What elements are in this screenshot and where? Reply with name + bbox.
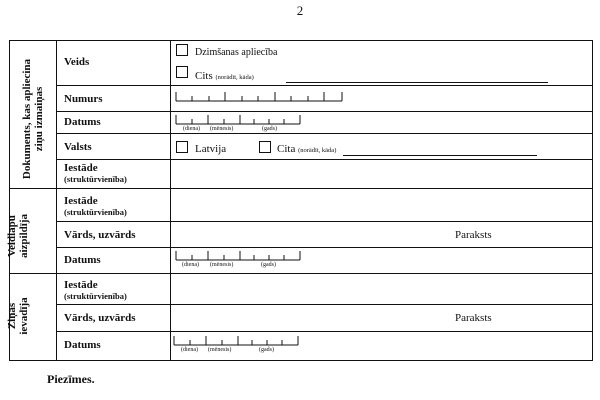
row-divider [56, 221, 593, 222]
filler-date-caption-day: (diena) [182, 262, 199, 268]
row-divider [56, 111, 593, 112]
filler-section-title-line1: Veidlapu [6, 215, 18, 257]
filler-datums-label: Datums [64, 254, 101, 266]
date-caption-day: (diena) [183, 126, 200, 132]
entry-name-label: Vārds, uzvārds [64, 312, 136, 324]
iestade-label [64, 163, 127, 185]
filler-iestade-label-text: Iestāde [64, 195, 98, 207]
notes-label: Piezīmes. [47, 372, 95, 386]
birth-certificate-checkbox[interactable] [176, 44, 188, 56]
section-divider [10, 188, 593, 189]
entry-section-title-line1: Ziņas [6, 302, 18, 330]
filler-date-caption-month: (mēnesis) [210, 262, 234, 268]
document-section-title-line2: ziņu izmaiņas [33, 86, 45, 152]
entry-section-title-line2: ievadīja [18, 297, 30, 335]
date-caption-month: (mēnesis) [210, 126, 234, 132]
other-country-option-label: Cita [277, 143, 296, 155]
iestade-label-text: Iestāde [64, 162, 98, 174]
document-section-title-line1: Dokuments, kas apliecina [21, 58, 33, 180]
entry-date-boxes[interactable] [172, 335, 302, 347]
latvia-checkbox[interactable] [176, 141, 188, 153]
row-divider [56, 247, 593, 248]
page-number: 2 [296, 3, 304, 18]
other-country-option [277, 143, 336, 157]
iestade-sublabel: (struktūrvienība) [64, 174, 127, 184]
row-divider [56, 159, 593, 160]
filler-iestade-label [64, 196, 127, 218]
birth-certificate-option-label: Dzimšanas apliecība [195, 47, 278, 58]
other-document-hint: (norādīt, kāda) [215, 74, 254, 81]
document-section-title [21, 34, 49, 204]
entry-signature-label: Paraksts [455, 312, 492, 324]
entry-iestade-sublabel: (struktūrvienība) [64, 291, 127, 301]
filler-name-label: Vārds, uzvārds [64, 229, 136, 241]
entry-iestade-label [64, 280, 127, 302]
other-document-option-label: Cits [195, 70, 213, 82]
other-country-checkbox[interactable] [259, 141, 271, 153]
entry-section-title [6, 266, 34, 366]
other-document-checkbox[interactable] [176, 66, 188, 78]
other-document-option [195, 70, 254, 84]
veids-label: Veids [64, 56, 90, 68]
other-country-hint: (norādīt, kāda) [298, 147, 337, 154]
valsts-label: Valsts [64, 141, 92, 153]
entry-iestade-label-text: Iestāde [64, 279, 98, 291]
section-column-divider [56, 41, 57, 360]
document-date-boxes[interactable] [174, 114, 304, 126]
row-divider [56, 304, 593, 305]
filler-iestade-sublabel: (struktūrvienība) [64, 207, 127, 217]
filler-signature-label: Paraksts [455, 229, 492, 241]
entry-date-caption-day: (diena) [181, 347, 198, 353]
filler-date-boxes[interactable] [174, 250, 304, 262]
entry-date-caption-year: (gads) [259, 347, 274, 353]
latvia-option-label: Latvija [195, 143, 227, 155]
filler-date-caption-year: (gads) [261, 262, 276, 268]
entry-date-caption-month: (mēnesis) [208, 347, 232, 353]
row-divider [56, 85, 593, 86]
row-divider [56, 331, 593, 332]
section-divider [10, 273, 593, 274]
numurs-digit-boxes[interactable] [174, 91, 344, 103]
other-document-input[interactable] [286, 82, 548, 83]
other-country-input[interactable] [343, 155, 537, 156]
numurs-label: Numurs [64, 93, 103, 105]
datums-label: Datums [64, 116, 101, 128]
date-caption-year: (gads) [262, 126, 277, 132]
row-divider [56, 133, 593, 134]
filler-section-title-line2: aizpildīja [18, 214, 30, 259]
entry-datums-label: Datums [64, 339, 101, 351]
label-column-divider [170, 41, 171, 360]
